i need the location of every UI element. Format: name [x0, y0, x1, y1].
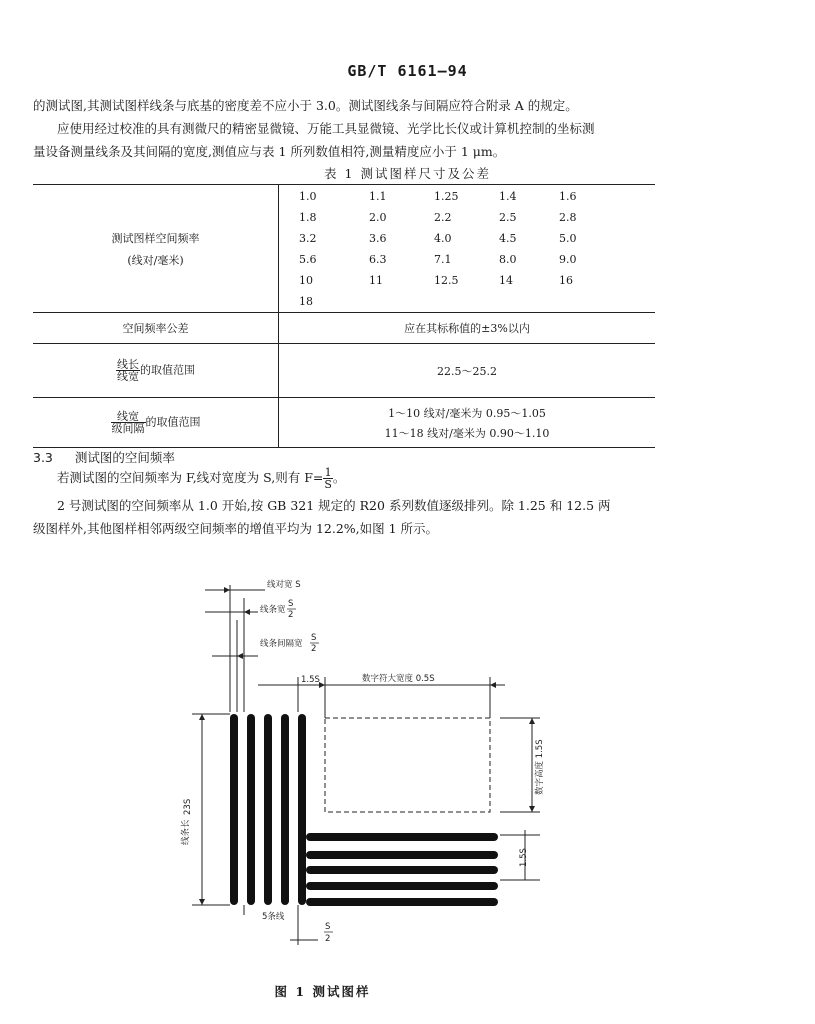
frac-2-2: 2	[311, 644, 317, 654]
freq-label: 测试图样空间频率	[111, 231, 200, 245]
figure-caption: 图 1 测试图样	[274, 984, 371, 999]
vertical-bar	[281, 714, 289, 905]
ratio1-value: 22.5～25.2	[279, 344, 656, 398]
tolerance-label: 空间频率公差	[33, 313, 279, 344]
freq-value: 3.2	[299, 231, 317, 245]
frac-S-2: S	[311, 633, 317, 643]
freq-value: 16	[559, 273, 573, 287]
label-5-lines: 5条线	[262, 912, 285, 922]
freq-value: 14	[499, 273, 513, 287]
ratio1-denominator: 线宽	[117, 370, 139, 383]
ratio2-suffix: 的取值范围	[145, 415, 201, 429]
label-digit-width: 数字符大宽度 0.5S	[362, 674, 435, 684]
horizontal-bars	[306, 833, 498, 906]
freq-value: 9.0	[559, 252, 577, 266]
freq-value: 1.25	[434, 189, 459, 203]
freq-value: 11	[369, 273, 383, 287]
freq-value: 5.0	[559, 231, 577, 245]
section-para-line1: 2 号测试图的空间频率从 1.0 开始,按 GB 321 规定的 R20 系列数值逐级排列。除 1.25 和 12.5 两	[57, 498, 611, 513]
formula-numerator: 1	[324, 466, 332, 479]
paragraph-intro: 的测试图,其测试图样线条与底基的密度差不应小于 3.0。测试图线条与间隔应符合附录 A 的规定。	[33, 98, 578, 113]
ratio2-value-1: 1～10 线对/毫米为 0.95～1.05	[388, 406, 546, 420]
section-number: 3.3	[33, 450, 53, 465]
vertical-bar	[298, 714, 306, 905]
freq-value: 2.2	[434, 210, 452, 224]
label-digit-height: 数字高度 1.5S	[535, 739, 545, 795]
label-line-length: 线条长	[181, 819, 191, 845]
ratio2-denominator: 级间隔	[111, 422, 145, 435]
ratio1-suffix: 的取值范围	[140, 363, 195, 377]
freq-value: 5.6	[299, 252, 317, 266]
frac-2-3: 2	[325, 934, 331, 944]
tolerance-value: 应在其标称值的±3%以内	[279, 313, 656, 344]
freq-value: 4.5	[499, 231, 517, 245]
formula-text: 若测试图的空间频率为 F,线对宽度为 S,则有 F=	[57, 470, 324, 485]
freq-value: 1.4	[499, 189, 517, 203]
freq-value: 6.3	[369, 252, 387, 266]
formula-denominator: S	[324, 478, 332, 491]
ratio1-numerator: 线长	[117, 358, 139, 371]
freq-value: 4.0	[434, 231, 452, 245]
freq-value: 1.1	[369, 189, 387, 203]
horizontal-bar	[306, 898, 498, 906]
horizontal-bar	[306, 866, 498, 874]
vertical-bar	[247, 714, 255, 905]
vertical-bars	[230, 714, 306, 905]
vertical-bar	[264, 714, 272, 905]
section-para-line2: 级图样外,其他图样相邻两级空间频率的增值平均为 12.2%,如图 1 所示。	[33, 521, 439, 536]
freq-value: 1.6	[559, 189, 577, 203]
label-line-width: 线条宽	[260, 605, 286, 615]
freq-value: 1.8	[299, 210, 317, 224]
figure-lines	[192, 585, 540, 945]
horizontal-bar	[306, 851, 498, 859]
freq-value: 8.0	[499, 252, 517, 266]
label-pair-width: 线对宽 S	[267, 580, 301, 590]
freq-value: 2.8	[559, 210, 577, 224]
label-1-5S-top: 1.5S	[301, 675, 320, 685]
section-title: 测试图的空间频率	[74, 450, 175, 465]
ratio2-numerator: 线宽	[111, 411, 146, 423]
horizontal-bar	[306, 882, 498, 890]
vertical-bar	[230, 714, 238, 905]
frac-S-1: S	[288, 599, 294, 609]
freq-value: 18	[299, 294, 313, 308]
freq-value: 2.0	[369, 210, 387, 224]
label-1-5S-right: 1.5S	[519, 848, 529, 867]
frac-2-1: 2	[288, 610, 294, 620]
paragraph-measure-line1: 应使用经过校准的具有测微尺的精密显微镜、万能工具显微镜、光学比长仪或计算机控制的坐标测	[57, 121, 595, 136]
table-caption: 表 1 测试图样尺寸及公差	[324, 166, 491, 181]
freq-value: 1.0	[299, 189, 317, 203]
freq-value: 3.6	[369, 231, 387, 245]
formula-end: 。	[332, 470, 346, 485]
ratio2-value-2: 11～18 线对/毫米为 0.90～1.10	[384, 426, 550, 440]
freq-value: 10	[299, 273, 313, 287]
frac-S-3: S	[325, 922, 331, 932]
freq-value: 2.5	[499, 210, 517, 224]
label-gap-width: 线条间隔宽	[260, 639, 303, 649]
label-line-length-frac: 23S	[183, 798, 193, 815]
freq-unit: (线对/毫米)	[127, 253, 184, 267]
page-header: GB/T 6161—94	[347, 62, 468, 80]
paragraph-measure-line2: 量设备测量线条及其间隔的宽度,测值应与表 1 所列数值相符,测量精度应小于 1 μm。	[33, 144, 506, 159]
horizontal-bar	[306, 833, 498, 841]
freq-value: 12.5	[434, 273, 459, 287]
freq-value: 7.1	[434, 252, 452, 266]
